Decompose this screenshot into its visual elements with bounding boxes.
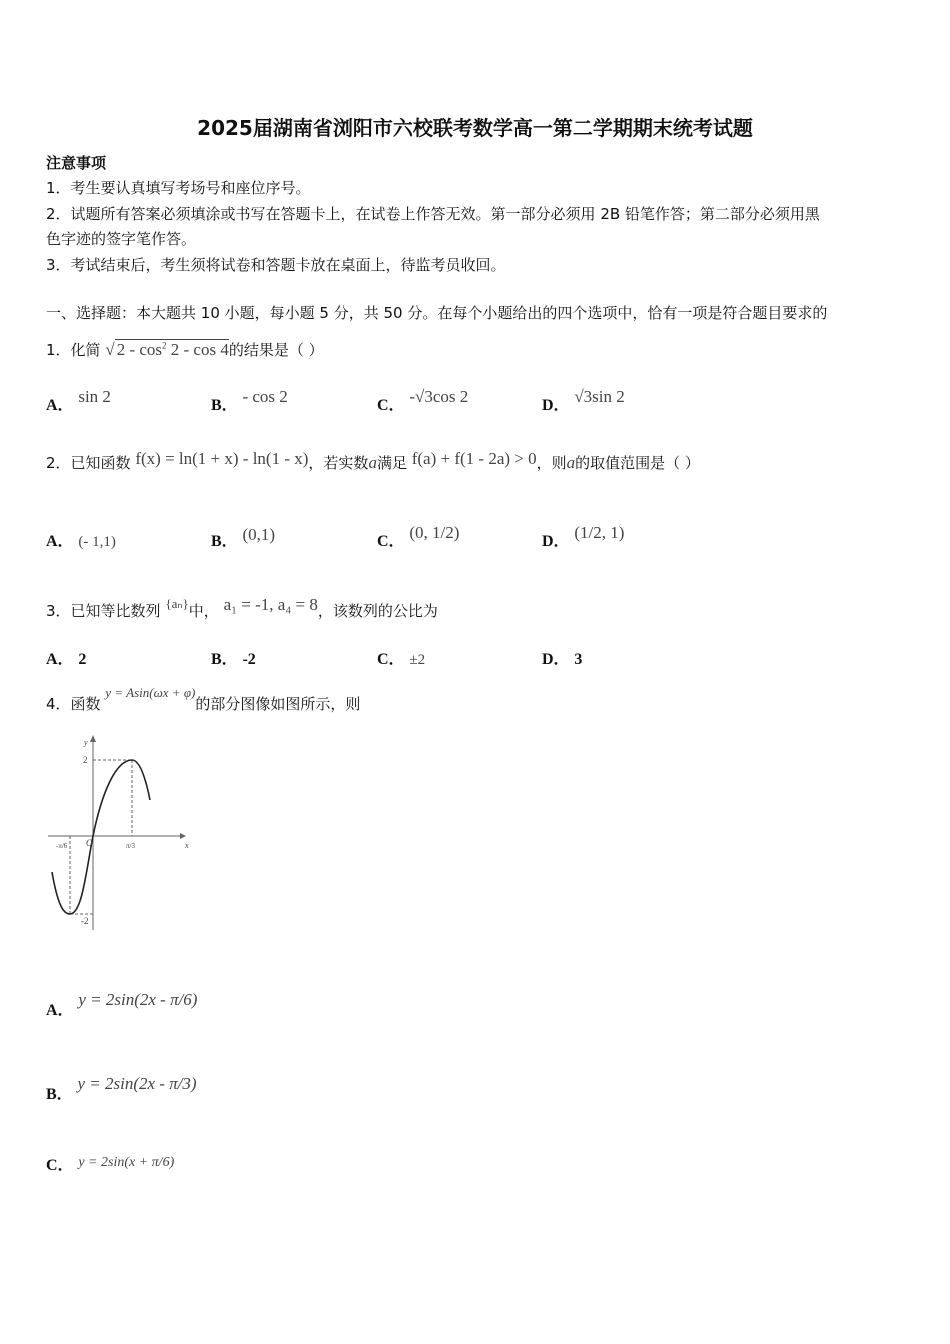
- y-max-label: 2: [83, 755, 88, 765]
- q3-mid: 中，: [188, 602, 219, 620]
- q3-pre: 已知等比数列: [70, 602, 161, 620]
- q2-option-a[interactable]: A． (- 1,1): [46, 533, 116, 550]
- notice-item-2: 2．试题所有答案必须填涂或书写在答题卡上，在试卷上作答无效。第一部分必须用 2B 铅笔作答；第二部分必须用黑: [46, 205, 820, 223]
- q4-option-b[interactable]: B． y = 2sin(2x - π/3): [46, 1074, 197, 1103]
- q2-mid3: ，则: [536, 454, 567, 472]
- y-axis-arrow: [90, 735, 96, 742]
- question-2: [46, 449, 700, 473]
- origin-label: O: [86, 838, 93, 848]
- q2-condition: f(a) + f(1 - 2a) > 0: [411, 449, 537, 468]
- q3-post: ，该数列的公比为: [317, 602, 438, 620]
- sine-graph: [44, 732, 194, 937]
- q2-function: f(x) = ln(1 + x) - ln(1 - x): [135, 449, 309, 468]
- notice-heading: 注意事项: [46, 154, 107, 172]
- x-right-label: π/3: [126, 842, 135, 850]
- q4-option-a[interactable]: A． y = 2sin(2x - π/6): [46, 990, 198, 1019]
- q2-var-2: a: [566, 453, 576, 472]
- q1-option-d[interactable]: D． √3sin 2: [542, 387, 625, 414]
- q3-condition: a₁ = -1, a₄ = 8: [223, 595, 318, 614]
- question-3: [46, 595, 438, 621]
- q1-pre: 化简: [70, 341, 101, 359]
- x-left-label: -π/6: [56, 842, 68, 850]
- q2-post: 的取值范围是（ ）: [575, 454, 700, 472]
- sine-curve: [52, 760, 150, 914]
- q1-option-a[interactable]: A． sin 2: [46, 387, 111, 414]
- section-heading: 一、选择题：本大题共 10 小题，每小题 5 分，共 50 分。在每个小题给出的四个选项中，恰有一项是符合题目要求的: [46, 304, 828, 322]
- q3-option-b[interactable]: B． -2: [211, 651, 256, 668]
- q3-number: 3．: [46, 602, 71, 620]
- x-axis-label: x: [185, 841, 189, 850]
- q2-number: 2．: [46, 454, 71, 472]
- question-1: [46, 339, 324, 360]
- question-4: [46, 685, 361, 714]
- y-min-label: -2: [81, 916, 89, 926]
- q1-expression: √ $2 - \cos^2 2$ - cos 4: [105, 340, 229, 359]
- q3-option-c[interactable]: C． ±2: [377, 651, 426, 668]
- q4-number: 4．: [46, 695, 71, 713]
- q4-function: y = Asin(ωx + φ): [105, 685, 196, 700]
- q4-post: 的部分图像如图所示，则: [195, 695, 361, 713]
- q2-pre: 已知函数: [70, 454, 131, 472]
- q1-number: 1．: [46, 341, 71, 359]
- page-title: 2025届湖南省浏阳市六校联考数学高一第二学期期末统考试题: [197, 116, 753, 140]
- q4-pre: 函数: [70, 695, 101, 713]
- q1-option-c[interactable]: C． -√3cos 2: [377, 387, 469, 414]
- notice-item-3: 3．考试结束后，考生须将试卷和答题卡放在桌面上，待监考员收回。: [46, 256, 506, 274]
- q2-option-d[interactable]: D． (1/2, 1): [542, 523, 625, 550]
- q3-option-a[interactable]: A． 2: [46, 651, 87, 668]
- x-axis-arrow: [180, 833, 186, 839]
- q2-option-c[interactable]: C． (0, 1/2): [377, 523, 460, 550]
- q1-option-b[interactable]: B． - cos 2: [211, 387, 288, 414]
- y-axis-label: y: [84, 738, 88, 747]
- q1-post: 的结果是（ ）: [228, 341, 324, 359]
- q2-option-b[interactable]: B． (0,1): [211, 525, 276, 550]
- notice-item-1: 1．考生要认真填写考场号和座位序号。: [46, 179, 311, 197]
- q2-mid2: 满足: [376, 454, 407, 472]
- notice-item-2-cont: 色字迹的签字笔作答。: [46, 230, 197, 248]
- q2-mid1: ，若实数: [308, 454, 369, 472]
- q2-var: a: [368, 453, 377, 472]
- q4-option-c[interactable]: C． y = 2sin(x + π/6): [46, 1155, 175, 1174]
- q3-option-d[interactable]: D． 3: [542, 651, 583, 668]
- q3-sequence: {aₙ}: [165, 596, 189, 611]
